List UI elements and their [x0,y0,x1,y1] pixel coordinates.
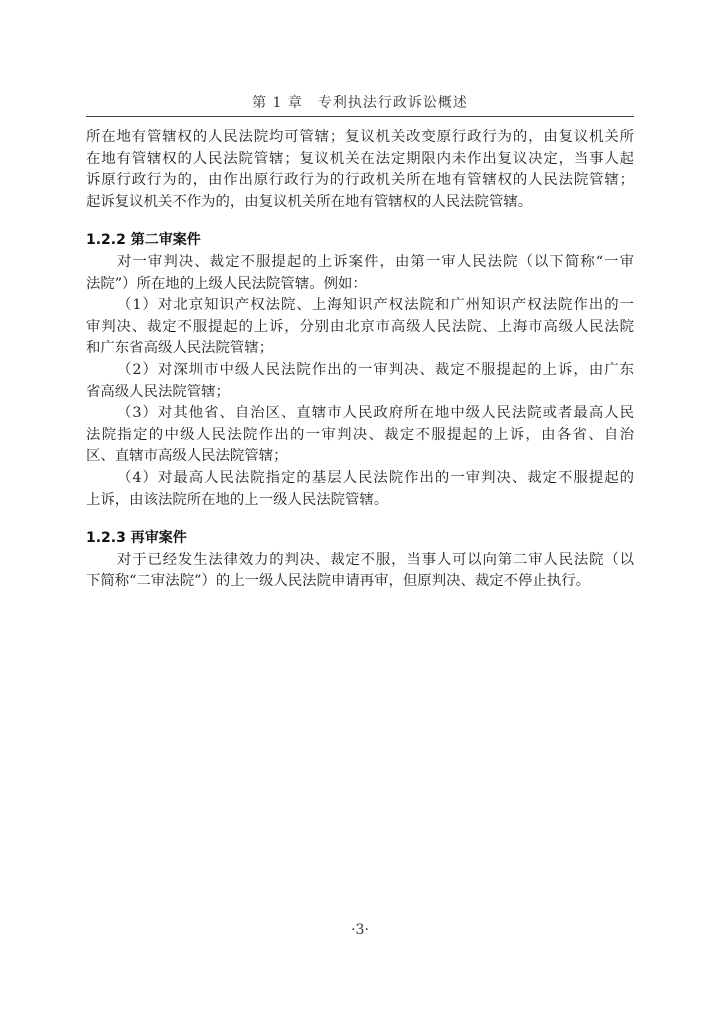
paragraph-retrial [86,550,634,593]
text-line: 和广东省高级人民法院管辖； [86,340,274,357]
text-line: 在地有管辖权的人民法院管辖；复议机关在法定期限内未作出复议决定，当事人起 [86,150,634,167]
header-rule [86,116,634,117]
text-line: 审判决、裁定不服提起的上诉，分别由北京市高级人民法院、上海市高级人民法院 [86,318,634,335]
text-line: （1）对北京知识产权法院、上海知识产权法院和广州知识产权法院作出的一 [117,297,634,314]
section-heading-1-2-2: 1.2.2 第二审案件 [86,232,201,249]
text-line: 下简称“二审法院”）的上一级人民法院申请再审，但原判决、裁定不停止执行。 [86,573,590,590]
text-line: 区、直辖市高级人民法院管辖； [86,448,288,465]
paragraph-item-3 [86,403,634,468]
text-line: 所在地有管辖权的人民法院均可管辖；复议机关改变原行政行为的，由复议机关所 [86,129,634,145]
text-line: 省高级人民法院管辖； [86,383,230,400]
text-line: 对于已经发生法律效力的判决、裁定不服，当事人可以向第二审人民法院（以 [117,551,634,568]
text-line: 法院指定的中级人民法院作出的一审判决、裁定不服提起的上诉，由各省、自治 [86,426,634,443]
page-number: ·3· [351,922,369,938]
continuation-paragraph [86,127,634,213]
page-body [86,127,634,593]
paragraph-item-2 [86,360,634,403]
text-line: 诉原行政行为的，由作出原行政行为的行政机关所在地有管辖权的人民法院管辖； [86,172,634,189]
section-heading-1-2-3: 1.2.3 再审案件 [86,530,187,547]
paragraph-item-1 [86,295,634,360]
text-line: （2）对深圳市中级人民法院作出的一审判决、裁定不服提起的上诉，由广东 [117,361,634,378]
text-line: 起诉复议机关不作为的，由复议机关所在地有管辖权的人民法院管辖。 [86,193,533,210]
text-line: 上诉，由该法院所在地的上一级人民法院管辖。 [86,491,389,508]
text-line: （4）对最高人民法院指定的基层人民法院作出的一审判决、裁定不服提起的 [117,469,634,486]
paragraph-intro [86,252,634,295]
text-line: 法院”）所在地的上级人民法院管辖。例如： [86,275,367,292]
text-line: （3）对其他省、自治区、直辖市人民政府所在地中级人民法院或者最高人民 [117,405,634,422]
paragraph-item-4 [86,468,634,511]
running-head: 第 1 章 专利执法行政诉讼概述 [252,95,468,111]
text-line: 对一审判决、裁定不服提起的上诉案件，由第一审人民法院（以下简称“一审 [117,253,634,270]
